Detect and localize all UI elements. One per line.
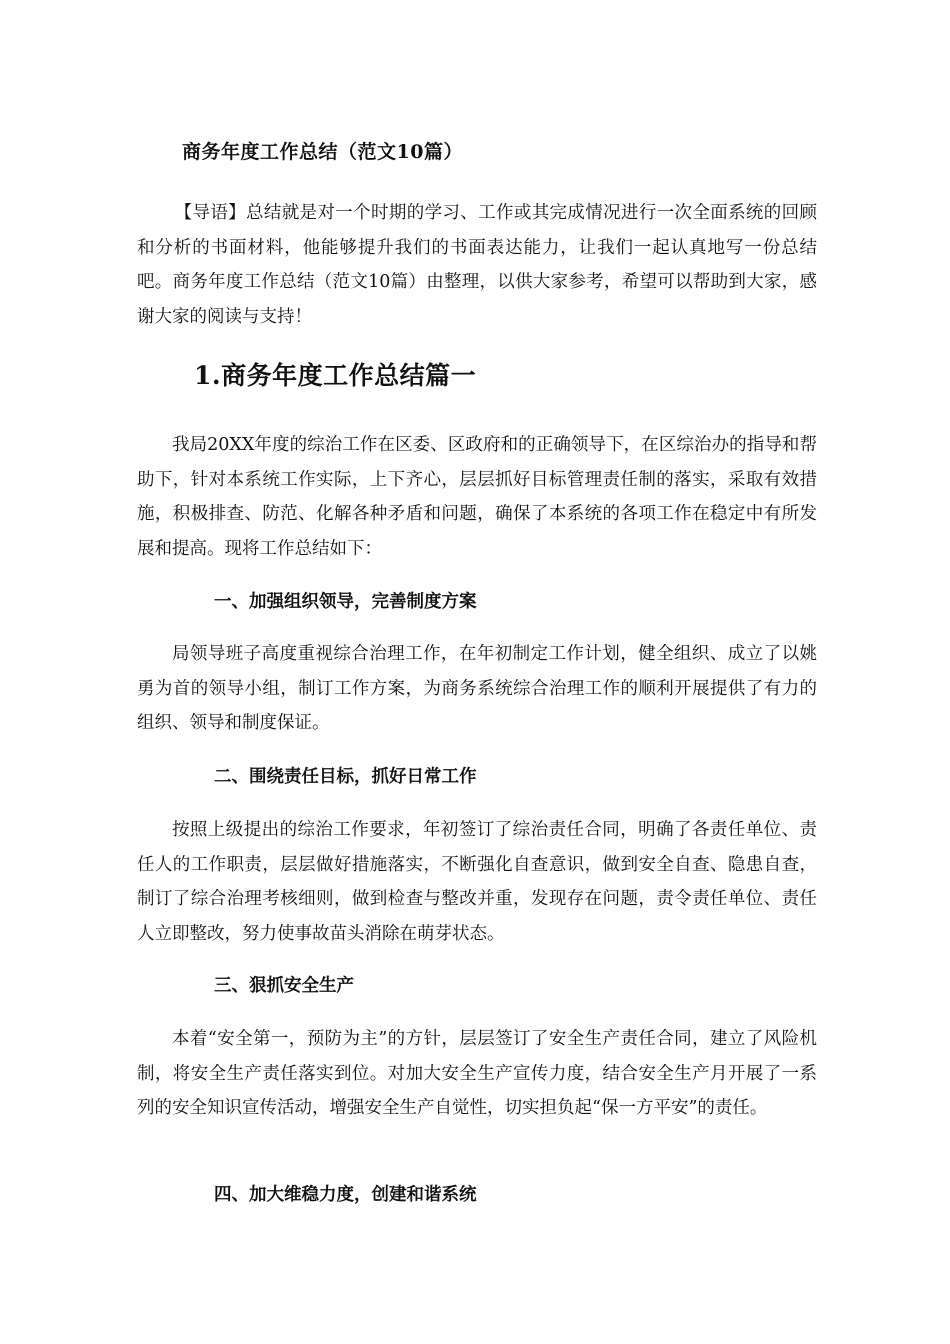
subheading-3: 三、狠抓安全生产 [214,976,354,996]
body-paragraph-1: 我局20XX年度的综治工作在区委、区政府和的正确领导下，在区综治办的指导和帮助下，针对本系统工作实际，上下齐心，层层抓好目标管理责任制的落实，采取有效措施，积极排查、防范、化解各种矛盾和问题，确保了本系统的各项工作在稳定中有所发展和提高。现将工作总结如下： [137,435,817,559]
body-paragraph-3: 按照上级提出的综治工作要求，年初签订了综治责任合同，明确了各责任单位、责任人的工作职责，层层做好措施落实，不断强化自查意识，做到安全自查、隐患自查，制订了综合治理考核细则，做到检查与整改并重，发现存在问题，责令责任单位、责任人立即整改，努力使事故苗头消除在萌芽状态。 [137,820,817,944]
document-title: 商务年度工作总结（范文10篇） [182,141,463,163]
body-paragraph-4: 本着“安全第一，预防为主”的方针，层层签订了安全生产责任合同，建立了风险机制，将安全生产责任落实到位。对加大安全生产宣传力度，结合安全生产月开展了一系列的安全知识宣传活动，增强安全生产自觉性，切实担负起“保一方平安”的责任。 [137,1029,817,1118]
subheading-4: 四、加大维稳力度，创建和谐系统 [214,1185,477,1205]
subheading-1: 一、加强组织领导，完善制度方案 [214,592,477,612]
intro-paragraph: 【导语】总结就是对一个时期的学习、工作或其完成情况进行一次全面系统的回顾和分析的书面材料，他能够提升我们的书面表达能力，让我们一起认真地写一份总结吧。商务年度工作总结（范文10篇）由整理，以供大家参考，希望可以帮助到大家，感谢大家的阅读与支持！ [137,203,817,327]
subheading-2: 二、围绕责任目标，抓好日常工作 [214,767,477,787]
body-paragraph-2: 局领导班子高度重视综合治理工作，在年初制定工作计划，健全组织、成立了以姚勇为首的领导小组，制订工作方案，为商务系统综合治理工作的顺利开展提供了有力的组织、领导和制度保证。 [137,644,817,733]
section-heading: 1.商务年度工作总结篇一 [194,361,477,390]
